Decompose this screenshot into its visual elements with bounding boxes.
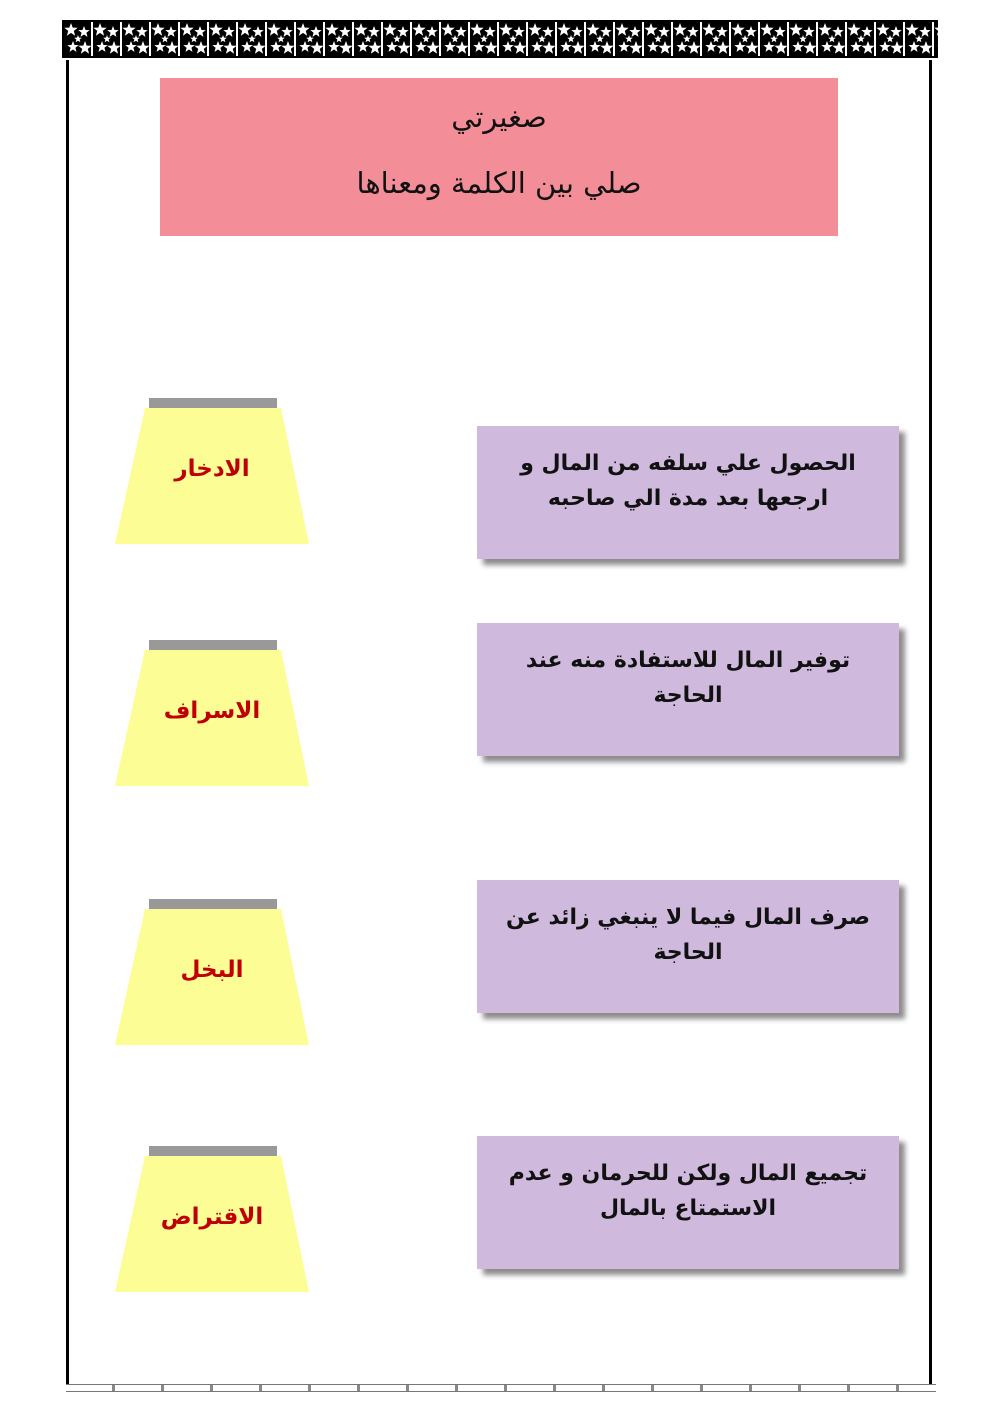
header-box — [160, 78, 838, 236]
page-frame-right — [929, 60, 932, 1388]
star-border — [62, 20, 938, 58]
word-label: الاقتراض — [160, 1204, 264, 1230]
definition-text: تجميع المال ولكن للحرمان و عدم الاستمتاع بالمال — [508, 1161, 868, 1222]
definition-card-3[interactable] — [477, 880, 899, 1013]
word-card-2[interactable] — [113, 640, 311, 788]
definition-card-1[interactable] — [477, 426, 899, 559]
word-card-1[interactable] — [113, 398, 311, 546]
word-card-4[interactable] — [113, 1146, 311, 1294]
page-title: صغيرتي — [451, 100, 547, 134]
word-label: الادخار — [174, 456, 250, 482]
page-frame-left — [66, 60, 69, 1388]
word-label: البخل — [180, 957, 244, 983]
word-card-3[interactable] — [113, 899, 311, 1047]
definition-text: صرف المال فيما لا ينبغي زائد عن الحاجة — [505, 905, 871, 966]
page-frame-bottom — [66, 1384, 936, 1392]
instruction-text: صلي بين الكلمة ومعناها — [356, 166, 642, 200]
star-pattern — [62, 20, 938, 58]
word-label: الاسراف — [163, 698, 261, 724]
definition-card-2[interactable] — [477, 623, 899, 756]
definition-text: توفير المال للاستفادة منه عند الحاجة — [525, 648, 851, 709]
definition-text: الحصول علي سلفه من المال و ارجعها بعد مدة الي صاحبه — [520, 451, 856, 512]
definition-card-4[interactable] — [477, 1136, 899, 1269]
